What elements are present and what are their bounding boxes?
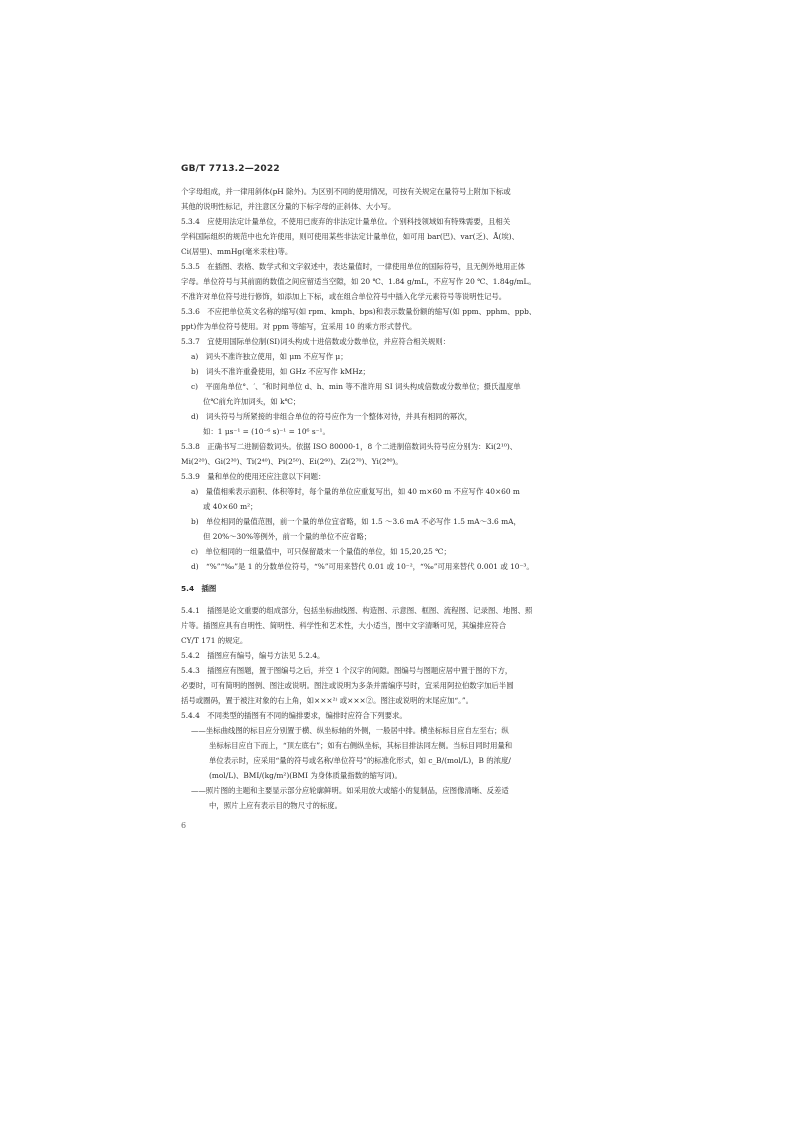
text-line: ——坐标曲线图的标目应分别置于横、纵坐标轴的外侧，一般居中排。横坐标标目应自左至右；纵	[191, 726, 509, 735]
text-line: c) 单位相同的一组量值中，可只保留最末一个量值的单位，如 15,20,25 ℃；	[191, 547, 451, 556]
text-line: c) 平面角单位°、′、″和时间单位 d、h、min 等不准许用 SI 词头构成倍数或分数单位；摄氏温度单	[191, 382, 521, 391]
text-line: 5.4.1 插图是论文重要的组成部分，包括坐标曲线图、构造图、示意图、框图、流程图、记录图、地图、照	[181, 606, 533, 615]
text-line: ——照片图的主题和主要显示部分应轮廓鲜明。如采用放大或缩小的复制品，应图像清晰、反差适	[191, 786, 509, 795]
text-line: 括号或圈码，置于被注对象的右上角，如×××²⁾ 或×××②。图注或说明的末尾应加“。”。	[181, 696, 474, 705]
text-line: 5.4.3 插图应有图题，置于图编号之后，并空 1 个汉字的间隙。图编号与图题应居中置于图的下方，	[181, 666, 513, 675]
text-line: (mol/L)、BMI/(kg/m²)(BMI 为身体质量指数的缩写词)。	[209, 771, 402, 780]
text-line: Ci(居里)、mmHg(毫米汞柱)等。	[181, 247, 293, 256]
text-line: Mi(2²⁰)、Gi(2³⁰)、Ti(2⁴⁰)、Pi(2⁵⁰)、Ei(2⁶⁰)、Zi(2⁷⁰)、Yi(2⁸⁰)。	[181, 457, 403, 466]
text-line: 5.3.4 应使用法定计量单位，不使用已废弃的非法定计量单位。个别科技领域如有特殊需要，且相关	[181, 217, 511, 226]
text-line: 5.4.2 插图应有编号，编号方法见 5.2.4。	[181, 651, 325, 660]
text-line: 但 20%～30%等例外，前一个量的单位不应省略；	[203, 532, 372, 541]
page-number: 6	[181, 821, 187, 830]
standard-number-header: GB/T 7713.2—2022	[181, 164, 280, 174]
text-line: 其他的说明性标记，并注意区分量的下标字母的正斜体、大小写。	[181, 202, 396, 211]
text-line: ppt)作为单位符号使用。对 ppm 等缩写，宜采用 10 的乘方形式替代。	[181, 322, 417, 331]
text-line: a) 量值相乘表示面积、体积等时，每个量的单位应重复写出，如 40 m×60 m 不应写作 40×60 m	[191, 487, 520, 496]
text-line: 5.3.7 宜使用国际单位制(SI)词头构成十进倍数或分数单位，并应符合相关规则：	[181, 337, 451, 346]
text-line: 5.3.9 量和单位的使用还应注意以下问题：	[181, 472, 326, 481]
text-line: 必要时，可有简明的图例、图注或说明。图注或说明为多条并需编序号时，宜采用阿拉伯数字加后半圆	[181, 681, 514, 690]
text-line: b) 单位相同的量值范围，前一个量的单位宜省略，如 1.5 ～3.6 mA 不必写作 1.5 mA～3.6 mA，	[191, 517, 521, 526]
text-line: a) 词头不准许独立使用，如 μm 不应写作 μ；	[191, 352, 348, 361]
text-line: 5.4.4 不同类型的插图有不同的编排要求，编排时应符合下列要求。	[181, 711, 407, 720]
text-line: CY/T 171 的规定。	[181, 636, 248, 645]
text-line: 或 40×60 m²；	[203, 502, 258, 511]
text-line: 位℃前允许加词头，如 k℃；	[203, 397, 301, 406]
text-line: d) 词头符号与所紧接的非组合单位的符号应作为一个整体对待，并具有相同的幂次，	[191, 412, 473, 421]
text-line: 坐标标目应自下而上，“顶左底右”；如有右侧纵坐标，其标目排法同左侧。当标目同时用量和	[209, 741, 513, 750]
text-line: 不准许对单位符号进行修饰，如添加上下标，或在组合单位符号中插入化学元素符号等说明性记号。	[181, 292, 507, 301]
text-line: 5.3.8 正确书写二进制倍数词头。依据 ISO 80000-1，8 个二进制倍数词头符号应分别为：Ki(2¹⁰)、	[181, 442, 518, 451]
text-line: 单位表示时，应采用“量的符号或名称/单位符号”的标准化形式，如 c_B/(mol/L)，B 的浓度/	[209, 756, 511, 765]
text-line: 字母。单位符号与其前面的数值之间应留适当空隙，如 20 ℃、1.84 g/mL，不应写作 20 ℃、1.84g/mL。	[181, 277, 536, 286]
text-line: 如：1 μs⁻¹ = (10⁻⁶ s)⁻¹ = 10⁶ s⁻¹。	[203, 427, 330, 436]
document-body	[181, 184, 614, 813]
text-line: 5.3.5 在插图、表格、数学式和文字叙述中，表达量值时，一律使用单位的国际符号，且无例外地用正体	[181, 262, 525, 271]
text-line: b) 词头不准许重叠使用，如 GHz 不应写作 kMHz；	[191, 367, 370, 376]
text-line: 片等。插图应具有自明性、简明性、科学性和艺术性，大小适当，图中文字清晰可见，其编排应符合	[181, 621, 507, 630]
text-line: d) “%”“‰”是 1 的分数单位符号，“%”可用来替代 0.01 或 10⁻²，“‰”可用来替代 0.001 或 10⁻³。	[191, 562, 534, 571]
text-line: 个字母组成，并一律用斜体(pH 除外)。为区别不同的使用情况，可按有关规定在量符号上附加下标或	[181, 187, 511, 196]
text-line: 学科国际组织的规范中也允许使用，则可使用某些非法定计量单位，如可用 bar(巴)、var(乏)、Å(埃)、	[181, 232, 520, 241]
text-line: 5.3.6 不应把单位英文名称的缩写(如 rpm、kmph、bps)和表示数量份额的缩写(如 ppm、pphm、ppb、	[181, 307, 537, 316]
text-line: 中，照片上应有表示目的物尺寸的标度。	[209, 801, 343, 810]
section-heading: 5.4 插图	[181, 584, 217, 593]
